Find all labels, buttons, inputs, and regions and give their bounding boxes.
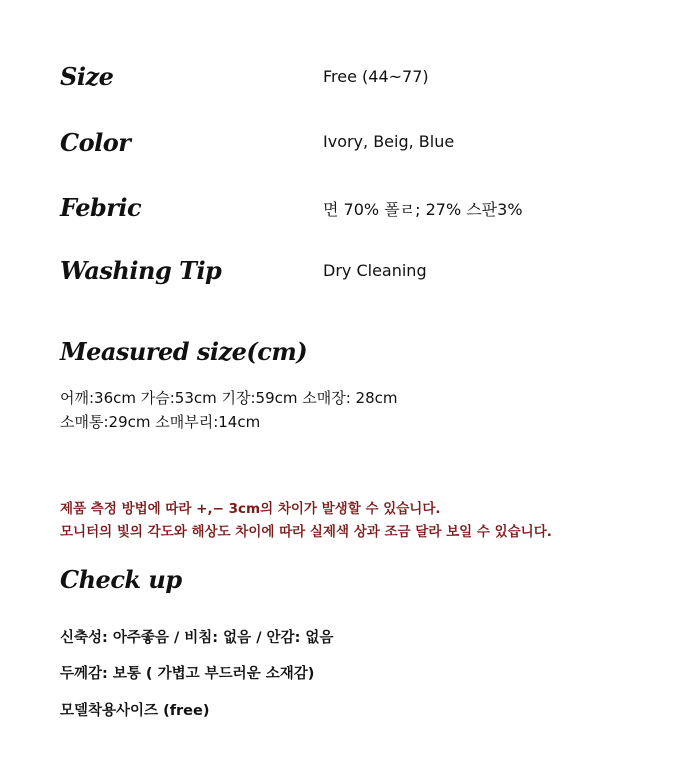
washing-tip-value: Dry Cleaning (323, 261, 427, 280)
washing-tip-label: Washing Tip (60, 256, 222, 285)
measured-line-1: 어깨:36cm 가슴:53cm 기장:59cm 소매장: 28cm (60, 389, 398, 407)
measured-line-2: 소매통:29cm 소매부리:14cm (60, 413, 261, 431)
check-up-line-3: 모델착용사이즈 (free) (60, 703, 210, 719)
monitor-note: 모니터의 빛의 각도와 해상도 차이에 따라 실제색 상과 조금 달라 보일 수 있습니다. (60, 524, 552, 540)
fabric-value: 면 70% 폴ㄹ; 27% 스판3% (323, 200, 523, 219)
color-value: Ivory, Beig, Blue (323, 132, 455, 151)
check-up-line-2: 두께감: 보통 ( 가볍고 부드러운 소재감) (60, 666, 315, 682)
check-up-line-1: 신축성: 아주좋음 / 비침: 없음 / 안감: 없음 (60, 630, 334, 646)
check-up-heading: Check up (60, 565, 182, 594)
measurement-note: 제품 측정 방법에 따라 +,− 3cm의 차이가 발생할 수 있습니다. (60, 501, 441, 517)
size-value: Free (44~77) (323, 67, 429, 86)
color-label: Color (60, 128, 131, 157)
fabric-label: Febric (60, 193, 142, 222)
measured-size-heading: Measured size(cm) (60, 337, 308, 366)
size-label: Size (60, 62, 114, 91)
